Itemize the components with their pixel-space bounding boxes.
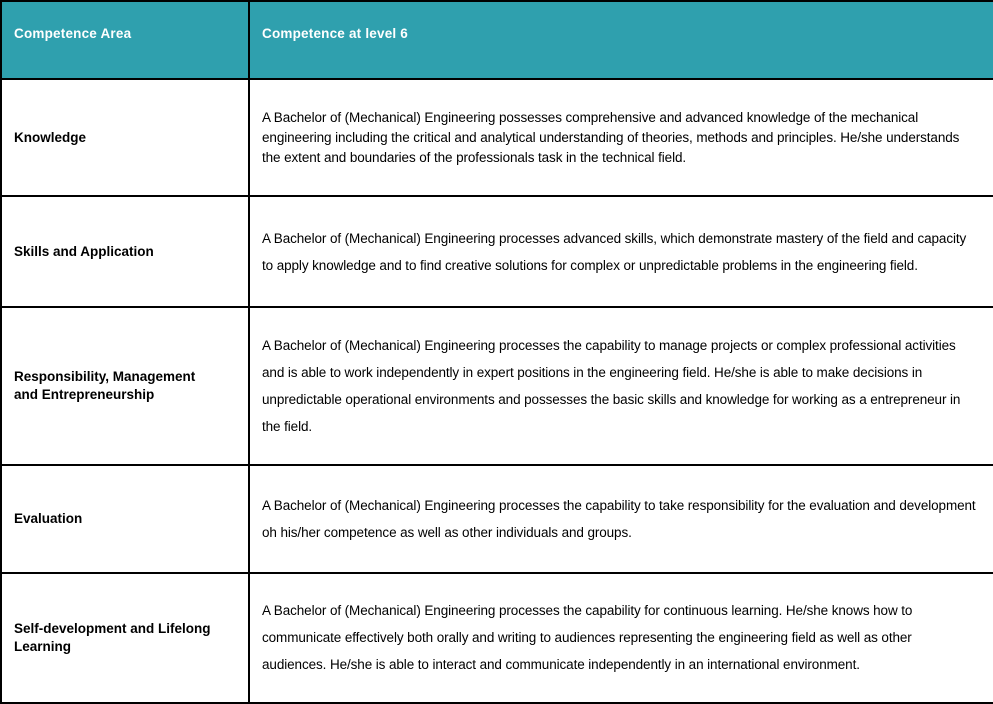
competence-description-cell: A Bachelor of (Mechanical) Engineering processes the capability to manage projects or complex professional activities and is able to work independently in expert positions in the engineering field. He/she is able to make decisions in unpredictable operational environments and possesses the basic skills and knowledge for working as a entrepreneur in the field. — [249, 307, 993, 466]
table-row-knowledge — [1, 79, 993, 196]
table-header-row — [1, 1, 993, 79]
competence-area-cell: Evaluation — [1, 465, 249, 572]
competence-description-cell: A Bachelor of (Mechanical) Engineering processes the capability for continuous learning. He/she knows how to communicate effectively both orally and writing to audiences representing the engineering field as well as other audiences. He/she is able to interact and communicate independently in an international environment. — [249, 573, 993, 703]
table-row-evaluation — [1, 465, 993, 572]
table-row-selfdevelopment — [1, 573, 993, 703]
table-row-responsibility — [1, 307, 993, 466]
competence-area-cell: Knowledge — [1, 79, 249, 196]
competence-description-cell: A Bachelor of (Mechanical) Engineering processes the capability to take responsibility for the evaluation and development oh his/her competence as well as other individuals and groups. — [249, 465, 993, 572]
competence-description-cell: A Bachelor of (Mechanical) Engineering possesses comprehensive and advanced knowledge of the mechanical engineering including the critical and analytical understanding of theories, methods and principles. He/she understands the extent and boundaries of the professionals task in the technical field. — [249, 79, 993, 196]
header-competence-area: Competence Area — [1, 1, 249, 79]
competence-area-cell: Responsibility, Management and Entrepreneurship — [1, 307, 249, 466]
competence-description-cell: A Bachelor of (Mechanical) Engineering processes advanced skills, which demonstrate mastery of the field and capacity to apply knowledge and to find creative solutions for complex or unpredictable problems in the engineering field. — [249, 196, 993, 306]
header-competence-level: Competence at level 6 — [249, 1, 993, 79]
competence-area-cell: Skills and Application — [1, 196, 249, 306]
competence-area-cell: Self-development and Lifelong Learning — [1, 573, 249, 703]
table-row-skills — [1, 196, 993, 306]
